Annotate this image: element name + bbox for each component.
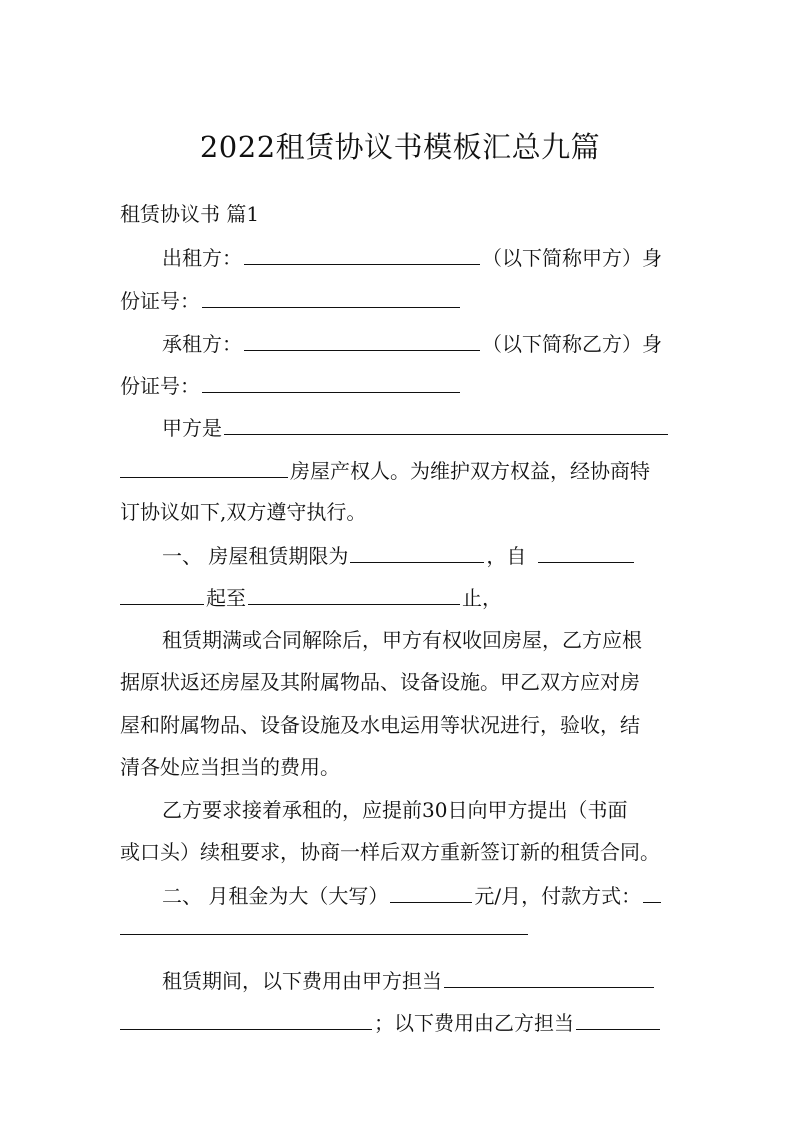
- payment-blank: [643, 880, 661, 903]
- fees-line-2: [120, 1007, 682, 1038]
- clause1-prefix: 一、 房屋租赁期限为: [162, 544, 349, 568]
- clause1-line-1: [120, 540, 682, 571]
- start-date-blank-cont: [120, 582, 204, 605]
- clause1-from: 起至: [206, 586, 246, 610]
- page-title: 2022租赁协议书模板汇总九篇: [199, 130, 601, 164]
- lessee-line: [120, 328, 682, 359]
- fees-line-1: [120, 965, 682, 996]
- lessor-label: 出租方：: [162, 246, 242, 270]
- owner-suffix: 房屋产权人。为维护双方权益，经协商特: [290, 459, 650, 483]
- lessee-id-line: [120, 370, 682, 401]
- lessor-fees-blank-cont: [120, 1007, 372, 1030]
- renew-para-2: 或口头）续租要求，协商一样后双方重新签订新的租赁合同。: [120, 840, 660, 864]
- clause2-mid: 元/月，付款方式：: [474, 884, 642, 908]
- owner-line-1: [120, 412, 682, 443]
- owner-line-2: [120, 455, 682, 486]
- lessee-fees-blank: [576, 1007, 660, 1030]
- end-date-blank: [248, 582, 460, 605]
- clause2-line-1: [120, 880, 682, 911]
- section-heading: 租赁协议书 篇1: [120, 202, 260, 226]
- renew-para-1: 乙方要求接着承租的，应提前30日向甲方提出（书面: [162, 798, 628, 822]
- return-para-2: 据原状返还房屋及其附属物品、设备设施。甲乙双方应对房: [120, 670, 640, 694]
- return-para-3: 屋和附属物品、设备设施及水电运用等状况进行，验收，结: [120, 713, 640, 737]
- clause1-end: 止，: [462, 586, 502, 610]
- return-para-1: 租赁期满或合同解除后，甲方有权收回房屋，乙方应根: [162, 628, 642, 652]
- lessor-id-blank: [202, 285, 460, 308]
- clause2-prefix: 二、 月租金为大（大写）: [162, 884, 389, 908]
- term-blank: [350, 540, 484, 563]
- owner-blank-2: [120, 455, 288, 478]
- payment-blank-cont: [120, 934, 528, 935]
- lessee-id-blank: [202, 370, 460, 393]
- lessor-blank: [244, 242, 480, 265]
- lessee-blank: [244, 328, 480, 351]
- clause1-line-2: [120, 582, 682, 613]
- lessee-suffix: （以下简称乙方）身: [482, 332, 662, 356]
- owner-line-3: 订协议如下,双方遵守执行。: [120, 500, 367, 524]
- owner-blank-1: [224, 412, 668, 435]
- fees-mid: ；以下费用由乙方担当: [374, 1011, 574, 1035]
- lessor-id-line: [120, 285, 682, 316]
- lessor-fees-blank: [444, 965, 654, 988]
- owner-prefix: 甲方是: [162, 416, 222, 440]
- lessor-line: [120, 242, 682, 273]
- rent-blank: [390, 880, 472, 903]
- return-para-4: 清各处应当担当的费用。: [120, 755, 340, 779]
- lessee-label: 承租方：: [162, 332, 242, 356]
- lessee-id-label: 份证号：: [120, 374, 200, 398]
- lessor-id-label: 份证号：: [120, 289, 200, 313]
- start-date-blank: [538, 540, 634, 563]
- fees-prefix: 租赁期间，以下费用由甲方担当: [162, 969, 442, 993]
- lessor-suffix: （以下简称甲方）身: [482, 246, 662, 270]
- clause1-mid: ，自: [486, 544, 527, 568]
